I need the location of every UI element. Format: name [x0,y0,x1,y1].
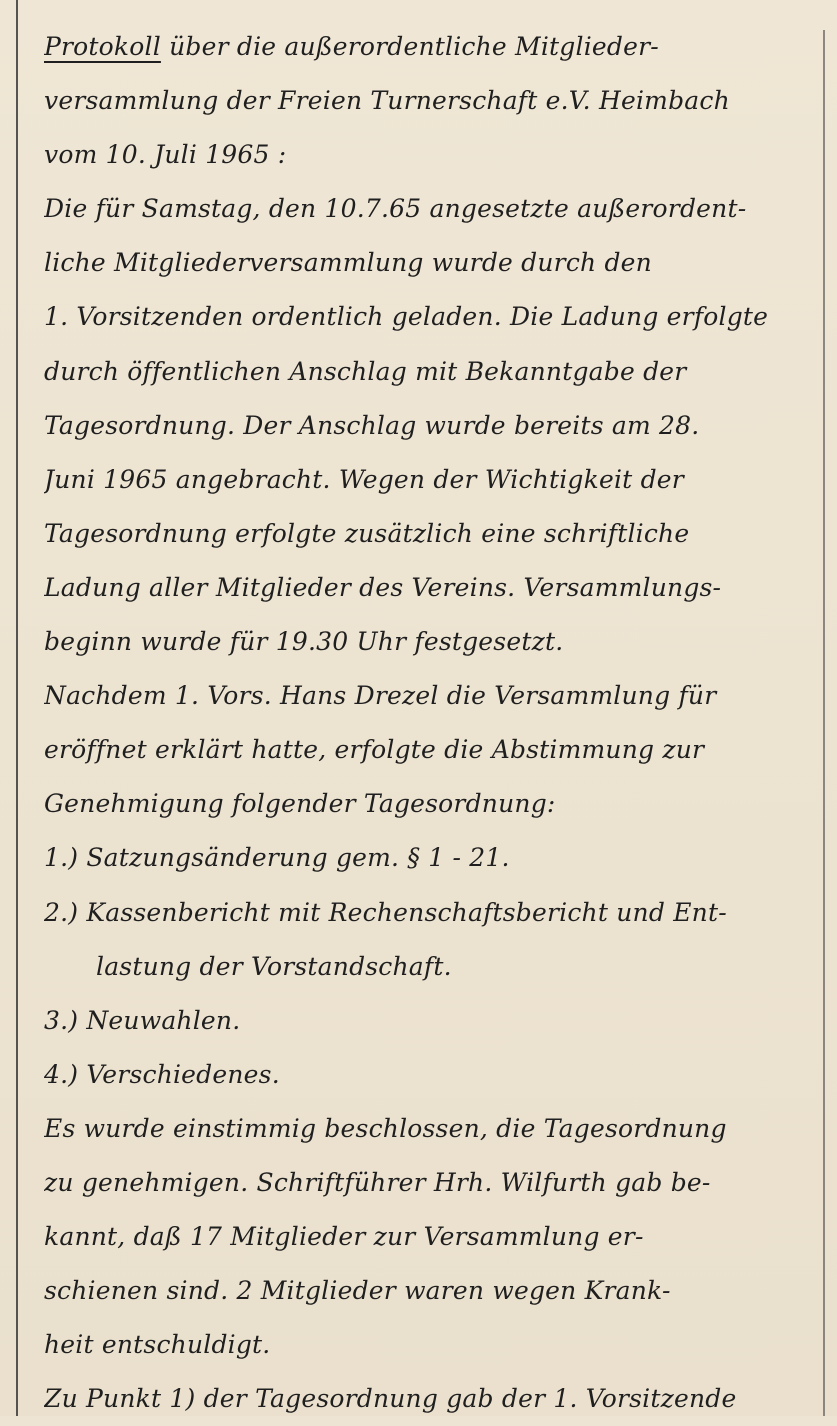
text-line: Nachdem 1. Vors. Hans Drezel die Versammlung für [44,681,717,711]
text-line: zu genehmigen. Schriftführer Hrh. Wilfurth gab be- [44,1167,711,1197]
text-line: Ladung aller Mitglieder des Vereins. Versammlungs- [44,572,722,602]
text-line: 1. Vorsitzenden ordentlich geladen. Die Ladung erfolgte [44,302,769,332]
text-line [44,20,814,74]
text-line: Tagesordnung erfolgte zusätzlich eine schriftliche [44,518,690,548]
protocol-heading-word: Protokoll [44,32,161,61]
text-line: Tagesordnung. Der Anschlag wurde bereits am 28. [44,410,700,440]
right-margin-rule [823,30,825,1416]
text-line: schienen sind. 2 Mitglieder waren wegen Krank- [44,1276,671,1306]
agenda-item-continuation: lastung der Vorstandschaft. [96,951,452,981]
agenda-item: 4.) Verschiedenes. [44,1059,280,1089]
text-line-content: über die außerordentliche Mitglieder- [169,32,659,61]
text-line: Es wurde einstimmig beschlossen, die Tagesordnung [44,1113,727,1143]
agenda-item: 3.) Neuwahlen. [44,1005,241,1035]
text-line: kannt, daß 17 Mitglieder zur Versammlung er- [44,1222,644,1252]
text-line: beginn wurde für 19.30 Uhr festgesetzt. [44,627,564,657]
text-line: eröffnet erklärt hatte, erfolgte die Abstimmung zur [44,735,705,765]
text-line: Zu Punkt 1) der Tagesordnung gab der 1. Vorsitzende [44,1384,737,1414]
text-line: heit entschuldigt. [44,1330,271,1360]
agenda-item: 1.) Satzungsänderung gem. § 1 - 21. [44,843,510,873]
left-margin-rule [16,0,18,1416]
text-line: versammlung der Freien Turnerschaft e.V. Heimbach [44,86,730,116]
agenda-item: 2.) Kassenbericht mit Rechenschaftsbericht und Ent- [44,897,727,927]
text-line: vom 10. Juli 1965 : [44,140,287,170]
text-line: Die für Samstag, den 10.7.65 angesetzte außerordent- [44,194,747,224]
text-line: Genehmigung folgender Tagesordnung: [44,789,556,819]
text-line: Juni 1965 angebracht. Wegen der Wichtigkeit der [44,464,684,494]
text-line: liche Mitgliederversammlung wurde durch den [44,248,652,278]
text-line: durch öffentlichen Anschlag mit Bekanntgabe der [44,356,687,386]
handwritten-protocol-text [44,20,814,1426]
